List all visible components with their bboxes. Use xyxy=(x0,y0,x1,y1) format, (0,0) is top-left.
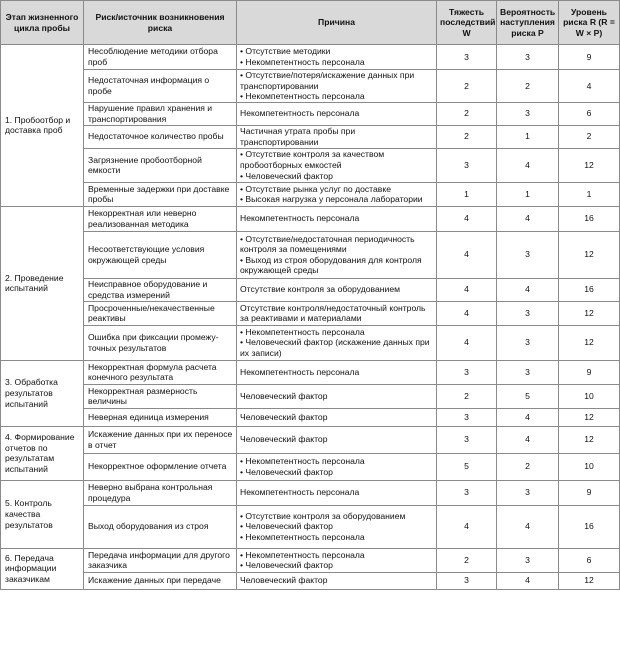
severity-cell: 4 xyxy=(437,301,497,325)
risk-cell: Некорректное оформление отчета xyxy=(84,453,237,480)
table-row xyxy=(1,384,620,408)
risk-cell: Неисправное оборудование и средства измерений xyxy=(84,278,237,301)
risk-level-cell: 4 xyxy=(559,70,620,103)
cause-cell xyxy=(237,572,437,589)
table-row xyxy=(1,360,620,384)
stage-cell: 4. Формирование отчетов по результатам испытаний xyxy=(1,426,84,480)
severity-cell: 4 xyxy=(437,206,497,231)
risk-level-cell: 16 xyxy=(559,505,620,548)
cause-cell xyxy=(237,148,437,182)
cause-cell xyxy=(237,384,437,408)
risk-cell: Неверная единица измерения xyxy=(84,408,237,426)
severity-cell: 2 xyxy=(437,70,497,103)
cause-item: • Человеческий фактор xyxy=(240,170,333,181)
header-cause: Причина xyxy=(237,1,437,45)
cause-item: Некомпетентность персонала xyxy=(240,487,360,498)
risk-cell: Загрязнение пробоотборной емкости xyxy=(84,148,237,182)
cause-item: Человеческий фактор xyxy=(240,434,328,445)
stage-cell: 3. Обработка результатов испытаний xyxy=(1,360,84,426)
risk-cell: Недостаточная информация о пробе xyxy=(84,70,237,103)
severity-cell: 2 xyxy=(437,125,497,148)
cause-item: • Отсутствие/потеря/искажение данных при транспортировании xyxy=(240,70,415,91)
probability-cell: 1 xyxy=(497,125,559,148)
table-row xyxy=(1,572,620,589)
severity-cell: 4 xyxy=(437,505,497,548)
cause-item: • Отсутствие рынка услуг по доставке xyxy=(240,183,391,194)
risk-level-cell: 9 xyxy=(559,480,620,505)
risk-cell: Нарушение правил хранения и транспортирования xyxy=(84,102,237,125)
severity-cell: 2 xyxy=(437,548,497,572)
cause-cell xyxy=(237,125,437,148)
table-row xyxy=(1,148,620,182)
cause-cell xyxy=(237,408,437,426)
risk-level-cell: 16 xyxy=(559,206,620,231)
stage-cell: 1. Пробоотбор и доставка проб xyxy=(1,45,84,207)
probability-cell: 2 xyxy=(497,453,559,480)
severity-cell: 3 xyxy=(437,360,497,384)
cause-cell xyxy=(237,45,437,70)
cause-item: Некомпетентность персонала xyxy=(240,366,360,377)
probability-cell: 4 xyxy=(497,426,559,453)
cause-cell xyxy=(237,182,437,206)
cause-item: Некомпетентность персонала xyxy=(240,213,360,224)
risk-cell: Выход оборудования из строя xyxy=(84,505,237,548)
cause-cell xyxy=(237,505,437,548)
risk-cell: Ошибка при фиксации промежу-точных результатов xyxy=(84,325,237,360)
table-row xyxy=(1,426,620,453)
stage-cell: 6. Передача информации заказчикам xyxy=(1,548,84,589)
cause-item: • Человеческий фактор xyxy=(240,560,333,571)
table-row xyxy=(1,408,620,426)
risk-level-cell: 2 xyxy=(559,125,620,148)
severity-cell: 3 xyxy=(437,45,497,70)
cause-item: Отсутствие контроля/недостаточный контроль за реактивами и материалами xyxy=(240,302,426,324)
risk-level-cell: 9 xyxy=(559,45,620,70)
risk-level-cell: 6 xyxy=(559,548,620,572)
table-row xyxy=(1,102,620,125)
risk-cell: Просроченные/некачественные реактивы xyxy=(84,301,237,325)
probability-cell: 3 xyxy=(497,548,559,572)
table-row xyxy=(1,182,620,206)
probability-cell: 4 xyxy=(497,148,559,182)
probability-cell: 3 xyxy=(497,301,559,325)
probability-cell: 3 xyxy=(497,45,559,70)
cause-cell xyxy=(237,426,437,453)
cause-cell xyxy=(237,206,437,231)
cause-cell xyxy=(237,325,437,360)
stage-cell: 2. Проведение испытаний xyxy=(1,206,84,360)
probability-cell: 2 xyxy=(497,70,559,103)
risk-level-cell: 16 xyxy=(559,278,620,301)
table-body xyxy=(1,45,620,590)
risk-level-cell: 10 xyxy=(559,453,620,480)
probability-cell: 4 xyxy=(497,206,559,231)
header-row xyxy=(1,1,620,45)
severity-cell: 2 xyxy=(437,102,497,125)
probability-cell: 3 xyxy=(497,360,559,384)
severity-cell: 2 xyxy=(437,384,497,408)
cause-item: Человеческий фактор xyxy=(240,411,328,422)
table-row xyxy=(1,480,620,505)
table-row xyxy=(1,301,620,325)
risk-cell: Искажение данных при их переносе в отчет xyxy=(84,426,237,453)
severity-cell: 4 xyxy=(437,278,497,301)
cause-item: • Выход из строя оборудования для контроля окружающей среды xyxy=(240,254,422,276)
header-level: Уровень риска R (R = W × P) xyxy=(559,1,620,45)
risk-level-cell: 12 xyxy=(559,325,620,360)
probability-cell: 5 xyxy=(497,384,559,408)
risk-cell: Некорректная формула расчета конечного результата xyxy=(84,360,237,384)
probability-cell: 4 xyxy=(497,278,559,301)
cause-cell xyxy=(237,70,437,103)
cause-item: • Некомпетентность персонала xyxy=(240,91,365,102)
cause-item: Человеческий фактор xyxy=(240,575,328,586)
risk-cell: Некорректная или неверно реализованная методика xyxy=(84,206,237,231)
cause-item: • Человеческий фактор xyxy=(240,466,333,477)
risk-level-cell: 6 xyxy=(559,102,620,125)
cause-item: • Некомпетентность персонала xyxy=(240,532,365,543)
risk-level-cell: 1 xyxy=(559,182,620,206)
cause-item: • Отсутствие методики xyxy=(240,46,331,57)
stage-cell: 5. Контроль качества результатов xyxy=(1,480,84,548)
cause-item: • Некомпетентность персонала xyxy=(240,57,365,67)
cause-cell xyxy=(237,360,437,384)
probability-cell: 3 xyxy=(497,102,559,125)
risk-level-cell: 9 xyxy=(559,360,620,384)
risk-level-cell: 12 xyxy=(559,408,620,426)
cause-item: • Некомпетентность персонала xyxy=(240,456,365,467)
cause-item: Некомпетентность персонала xyxy=(240,108,360,119)
cause-cell xyxy=(237,278,437,301)
table-row xyxy=(1,453,620,480)
severity-cell: 3 xyxy=(437,408,497,426)
cause-item: • Человеческий фактор xyxy=(240,521,333,532)
severity-cell: 1 xyxy=(437,182,497,206)
cause-cell xyxy=(237,480,437,505)
probability-cell: 4 xyxy=(497,408,559,426)
table-row xyxy=(1,45,620,70)
header-risk: Риск/источник возникновения риска xyxy=(84,1,237,45)
risk-level-cell: 12 xyxy=(559,426,620,453)
risk-cell: Искажение данных при передаче xyxy=(84,572,237,589)
cause-cell xyxy=(237,548,437,572)
table-row xyxy=(1,325,620,360)
severity-cell: 4 xyxy=(437,231,497,278)
table-row xyxy=(1,70,620,103)
probability-cell: 3 xyxy=(497,325,559,360)
cause-cell xyxy=(237,453,437,480)
risk-cell: Несоблюдение методики отбора проб xyxy=(84,45,237,70)
severity-cell: 3 xyxy=(437,426,497,453)
cause-cell xyxy=(237,301,437,325)
cause-item: • Отсутствие контроля за оборудованием xyxy=(240,510,406,521)
cause-cell xyxy=(237,231,437,278)
severity-cell: 3 xyxy=(437,148,497,182)
risk-cell: Передача информации для другого заказчика xyxy=(84,548,237,572)
header-stage: Этап жизненного цикла пробы xyxy=(1,1,84,45)
table-row xyxy=(1,505,620,548)
cause-item: • Человеческий фактор (искажение данных при их записи) xyxy=(240,337,430,359)
risk-level-cell: 10 xyxy=(559,384,620,408)
cause-item: Человеческий фактор xyxy=(240,390,328,401)
risk-level-cell: 12 xyxy=(559,148,620,182)
table-row xyxy=(1,231,620,278)
risk-cell: Недостаточное количество пробы xyxy=(84,125,237,148)
table-row xyxy=(1,125,620,148)
cause-item: • Некомпетентность персонала xyxy=(240,549,365,560)
severity-cell: 3 xyxy=(437,480,497,505)
severity-cell: 5 xyxy=(437,453,497,480)
table-row xyxy=(1,548,620,572)
cause-item: • Отсутствие/недостаточная периодичность контроля за помещениями xyxy=(240,233,415,255)
severity-cell: 4 xyxy=(437,325,497,360)
risk-cell: Неверно выбрана контрольная процедура xyxy=(84,480,237,505)
cause-item: • Высокая нагрузка у персонала лаборатории xyxy=(240,194,423,205)
header-probability: Вероятность наступления риска P xyxy=(497,1,559,45)
severity-cell: 3 xyxy=(437,572,497,589)
cause-item: Отсутствие контроля за оборудованием xyxy=(240,284,401,295)
cause-item: Частичная утрата пробы при транспортировании xyxy=(240,126,356,147)
probability-cell: 4 xyxy=(497,572,559,589)
risk-cell: Некорректная размерность величины xyxy=(84,384,237,408)
risk-level-cell: 12 xyxy=(559,301,620,325)
probability-cell: 3 xyxy=(497,231,559,278)
table-row xyxy=(1,206,620,231)
risk-cell: Несоответствующие условия окружающей среды xyxy=(84,231,237,278)
risk-cell: Временные задержки при доставке пробы xyxy=(84,182,237,206)
cause-item: • Некомпетентность персонала xyxy=(240,326,365,337)
cause-cell xyxy=(237,102,437,125)
header-severity: Тяжесть последствий W xyxy=(437,1,497,45)
probability-cell: 4 xyxy=(497,505,559,548)
risk-level-cell: 12 xyxy=(559,572,620,589)
probability-cell: 1 xyxy=(497,182,559,206)
cause-item: • Отсутствие контроля за качеством пробоотборных емкостей xyxy=(240,149,385,170)
risk-level-cell: 12 xyxy=(559,231,620,278)
table-row xyxy=(1,278,620,301)
probability-cell: 3 xyxy=(497,480,559,505)
